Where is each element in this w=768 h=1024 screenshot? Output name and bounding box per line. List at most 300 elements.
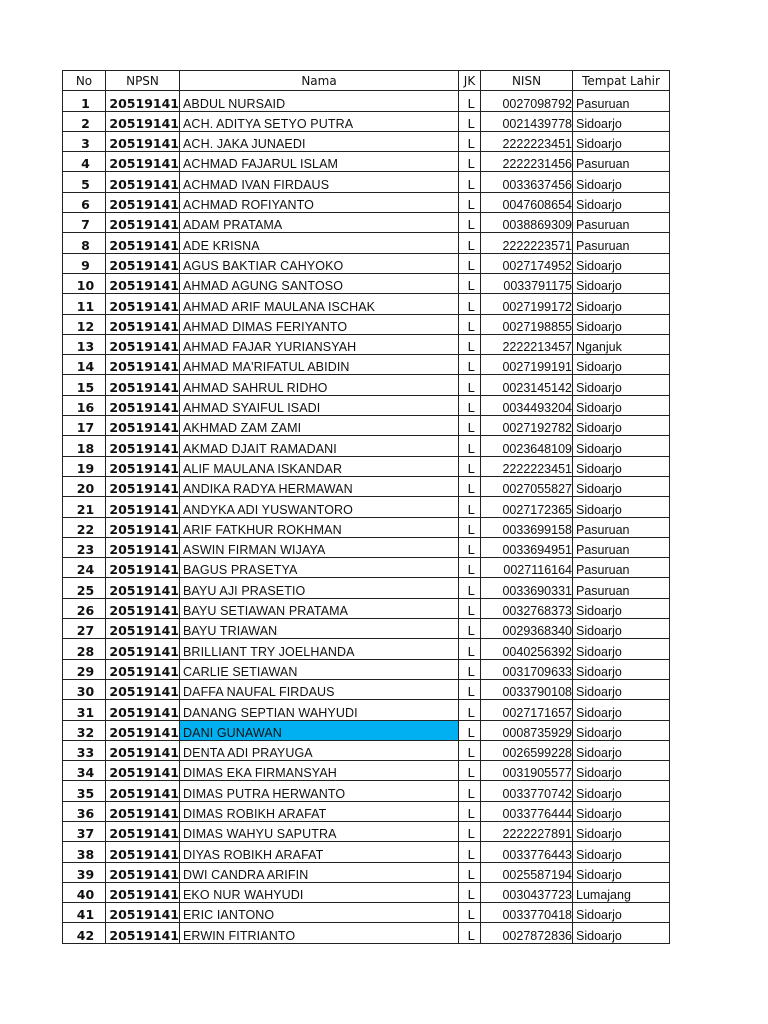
cell-nama[interactable]: ARIF FATKHUR ROKHMAN — [180, 517, 459, 537]
cell-npsn[interactable]: 20519141 — [106, 619, 180, 639]
cell-nisn[interactable]: 0047608654 — [481, 192, 573, 212]
cell-nisn[interactable]: 0025587194 — [481, 862, 573, 882]
cell-nisn[interactable]: 0027116164 — [481, 558, 573, 578]
cell-nama[interactable]: ABDUL NURSAID — [180, 91, 459, 111]
cell-nisn[interactable]: 0034493204 — [481, 395, 573, 415]
cell-no[interactable]: 39 — [63, 862, 106, 882]
cell-nama[interactable]: DAFFA NAUFAL FIRDAUS — [180, 679, 459, 699]
table-row — [63, 233, 670, 253]
cell-npsn[interactable]: 20519141 — [106, 172, 180, 192]
cell-no[interactable]: 23 — [63, 537, 106, 557]
cell-jk[interactable]: L — [459, 152, 481, 172]
cell-nama[interactable]: ACH. ADITYA SETYO PUTRA — [180, 111, 459, 131]
table-row — [63, 314, 670, 334]
table-row — [63, 801, 670, 821]
cell-nisn[interactable]: 0027174952 — [481, 253, 573, 273]
cell-tempat-lahir[interactable]: Pasuruan — [573, 213, 670, 233]
cell-npsn[interactable]: 20519141 — [106, 923, 180, 943]
header-row — [63, 71, 670, 91]
cell-nama[interactable]: AHMAD FAJAR YURIANSYAH — [180, 334, 459, 354]
cell-jk[interactable]: L — [459, 923, 481, 943]
table-row — [63, 537, 670, 557]
cell-jk[interactable]: L — [459, 537, 481, 557]
cell-tempat-lahir[interactable]: Sidoarjo — [573, 801, 670, 821]
cell-npsn[interactable]: 20519141 — [106, 314, 180, 334]
cell-jk[interactable]: L — [459, 720, 481, 740]
cell-npsn[interactable]: 20519141 — [106, 882, 180, 902]
cell-tempat-lahir[interactable]: Pasuruan — [573, 558, 670, 578]
table-row — [63, 334, 670, 354]
cell-no[interactable]: 12 — [63, 314, 106, 334]
cell-nama[interactable]: DENTA ADI PRAYUGA — [180, 740, 459, 760]
cell-nama[interactable]: AGUS BAKTIAR CAHYOKO — [180, 253, 459, 273]
table-row — [63, 375, 670, 395]
header-jk: JK — [459, 71, 481, 91]
cell-jk[interactable]: L — [459, 578, 481, 598]
cell-nisn[interactable]: 0033690331 — [481, 578, 573, 598]
cell-nisn[interactable]: 2222231456 — [481, 152, 573, 172]
cell-no[interactable]: 4 — [63, 152, 106, 172]
cell-nisn[interactable]: 0033776443 — [481, 842, 573, 862]
table-row — [63, 882, 670, 902]
cell-no[interactable]: 11 — [63, 294, 106, 314]
cell-jk[interactable]: L — [459, 761, 481, 781]
cell-tempat-lahir[interactable]: Sidoarjo — [573, 639, 670, 659]
header-nisn: NISN — [481, 71, 573, 91]
cell-npsn[interactable]: 20519141 — [106, 578, 180, 598]
table-row — [63, 152, 670, 172]
cell-jk[interactable]: L — [459, 639, 481, 659]
header-npsn: NPSN — [106, 71, 180, 91]
cell-jk[interactable]: L — [459, 172, 481, 192]
table-row — [63, 720, 670, 740]
cell-nisn[interactable]: 0027872836 — [481, 923, 573, 943]
cell-no[interactable]: 38 — [63, 842, 106, 862]
cell-npsn[interactable]: 20519141 — [106, 639, 180, 659]
cell-jk[interactable]: L — [459, 314, 481, 334]
cell-nisn[interactable]: 0027192782 — [481, 416, 573, 436]
cell-jk[interactable]: L — [459, 842, 481, 862]
cell-jk[interactable]: L — [459, 497, 481, 517]
cell-jk[interactable]: L — [459, 273, 481, 293]
cell-nisn[interactable]: 2222227891 — [481, 821, 573, 841]
cell-nisn[interactable]: 0023145142 — [481, 375, 573, 395]
cell-npsn[interactable]: 20519141 — [106, 801, 180, 821]
cell-npsn[interactable]: 20519141 — [106, 598, 180, 618]
cell-no[interactable]: 25 — [63, 578, 106, 598]
cell-npsn[interactable]: 20519141 — [106, 395, 180, 415]
cell-tempat-lahir[interactable]: Sidoarjo — [573, 862, 670, 882]
cell-tempat-lahir[interactable]: Sidoarjo — [573, 131, 670, 151]
cell-jk[interactable]: L — [459, 375, 481, 395]
cell-no[interactable]: 28 — [63, 639, 106, 659]
cell-tempat-lahir[interactable]: Pasuruan — [573, 517, 670, 537]
cell-tempat-lahir[interactable]: Sidoarjo — [573, 172, 670, 192]
table-row — [63, 111, 670, 131]
header-no: No — [63, 71, 106, 91]
cell-no[interactable]: 14 — [63, 355, 106, 375]
cell-jk[interactable]: L — [459, 700, 481, 720]
cell-tempat-lahir[interactable]: Sidoarjo — [573, 314, 670, 334]
cell-npsn[interactable]: 20519141 — [106, 456, 180, 476]
cell-no[interactable]: 26 — [63, 598, 106, 618]
student-table — [62, 70, 670, 944]
cell-npsn[interactable]: 20519141 — [106, 842, 180, 862]
cell-no[interactable]: 8 — [63, 233, 106, 253]
cell-jk[interactable]: L — [459, 395, 481, 415]
cell-nama[interactable]: ACHMAD IVAN FIRDAUS — [180, 172, 459, 192]
cell-no[interactable]: 10 — [63, 273, 106, 293]
cell-jk[interactable]: L — [459, 740, 481, 760]
table-row — [63, 842, 670, 862]
cell-no[interactable]: 42 — [63, 923, 106, 943]
cell-no[interactable]: 31 — [63, 700, 106, 720]
cell-tempat-lahir[interactable]: Nganjuk — [573, 334, 670, 354]
table-row — [63, 91, 670, 111]
cell-npsn[interactable]: 20519141 — [106, 558, 180, 578]
cell-tempat-lahir[interactable]: Sidoarjo — [573, 679, 670, 699]
cell-tempat-lahir[interactable]: Sidoarjo — [573, 436, 670, 456]
cell-tempat-lahir[interactable]: Pasuruan — [573, 152, 670, 172]
cell-no[interactable]: 22 — [63, 517, 106, 537]
table-row — [63, 253, 670, 273]
cell-tempat-lahir[interactable]: Sidoarjo — [573, 700, 670, 720]
cell-npsn[interactable]: 20519141 — [106, 903, 180, 923]
cell-nama[interactable]: DIMAS ROBIKH ARAFAT — [180, 801, 459, 821]
cell-jk[interactable]: L — [459, 619, 481, 639]
cell-nama[interactable]: ANDIKA RADYA HERMAWAN — [180, 476, 459, 496]
cell-no[interactable]: 27 — [63, 619, 106, 639]
cell-nama[interactable]: AKMAD DJAIT RAMADANI — [180, 436, 459, 456]
cell-no[interactable]: 36 — [63, 801, 106, 821]
cell-no[interactable]: 9 — [63, 253, 106, 273]
cell-nama[interactable]: ADAM PRATAMA — [180, 213, 459, 233]
cell-npsn[interactable]: 20519141 — [106, 720, 180, 740]
cell-jk[interactable]: L — [459, 801, 481, 821]
cell-npsn[interactable]: 20519141 — [106, 537, 180, 557]
cell-jk[interactable]: L — [459, 436, 481, 456]
cell-nisn[interactable]: 0008735929 — [481, 720, 573, 740]
cell-npsn[interactable]: 20519141 — [106, 233, 180, 253]
cell-no[interactable]: 3 — [63, 131, 106, 151]
cell-no[interactable]: 7 — [63, 213, 106, 233]
cell-nisn[interactable]: 0033770418 — [481, 903, 573, 923]
cell-npsn[interactable]: 20519141 — [106, 192, 180, 212]
cell-no[interactable]: 6 — [63, 192, 106, 212]
cell-tempat-lahir[interactable]: Sidoarjo — [573, 740, 670, 760]
cell-nisn[interactable]: 0027199172 — [481, 294, 573, 314]
cell-npsn[interactable]: 20519141 — [106, 679, 180, 699]
cell-nisn[interactable]: 2222223451 — [481, 456, 573, 476]
cell-jk[interactable]: L — [459, 903, 481, 923]
cell-tempat-lahir[interactable]: Sidoarjo — [573, 273, 670, 293]
cell-nama[interactable]: AHMAD ARIF MAULANA ISCHAK — [180, 294, 459, 314]
cell-jk[interactable]: L — [459, 294, 481, 314]
table-row — [63, 821, 670, 841]
cell-tempat-lahir[interactable]: Sidoarjo — [573, 761, 670, 781]
cell-tempat-lahir[interactable]: Sidoarjo — [573, 476, 670, 496]
table-row — [63, 273, 670, 293]
cell-nisn[interactable]: 0033790108 — [481, 679, 573, 699]
cell-no[interactable]: 18 — [63, 436, 106, 456]
cell-nisn[interactable]: 2222213457 — [481, 334, 573, 354]
table-row — [63, 355, 670, 375]
cell-npsn[interactable]: 20519141 — [106, 91, 180, 111]
table-row — [63, 395, 670, 415]
cell-tempat-lahir[interactable]: Pasuruan — [573, 578, 670, 598]
cell-npsn[interactable]: 20519141 — [106, 781, 180, 801]
table-header — [63, 71, 670, 91]
cell-jk[interactable]: L — [459, 131, 481, 151]
cell-nisn[interactable]: 0033770742 — [481, 781, 573, 801]
cell-npsn[interactable]: 20519141 — [106, 111, 180, 131]
cell-npsn[interactable]: 20519141 — [106, 334, 180, 354]
table-row — [63, 903, 670, 923]
table-row — [63, 781, 670, 801]
cell-nisn[interactable]: 0033776444 — [481, 801, 573, 821]
cell-nama[interactable]: DIMAS WAHYU SAPUTRA — [180, 821, 459, 841]
table-row — [63, 619, 670, 639]
table-row — [63, 578, 670, 598]
header-nama: Nama — [180, 71, 459, 91]
cell-npsn[interactable]: 20519141 — [106, 761, 180, 781]
cell-npsn[interactable]: 20519141 — [106, 416, 180, 436]
cell-no[interactable]: 13 — [63, 334, 106, 354]
cell-nisn[interactable]: 0033699158 — [481, 517, 573, 537]
cell-nama[interactable]: DWI CANDRA ARIFIN — [180, 862, 459, 882]
cell-tempat-lahir[interactable]: Sidoarjo — [573, 375, 670, 395]
cell-tempat-lahir[interactable]: Sidoarjo — [573, 903, 670, 923]
cell-nama[interactable]: CARLIE SETIAWAN — [180, 659, 459, 679]
cell-nisn[interactable]: 0032768373 — [481, 598, 573, 618]
cell-tempat-lahir[interactable]: Sidoarjo — [573, 355, 670, 375]
cell-nisn[interactable]: 0023648109 — [481, 436, 573, 456]
cell-no[interactable]: 5 — [63, 172, 106, 192]
cell-jk[interactable]: L — [459, 821, 481, 841]
cell-jk[interactable]: L — [459, 558, 481, 578]
cell-nama[interactable]: ERWIN FITRIANTO — [180, 923, 459, 943]
cell-tempat-lahir[interactable]: Sidoarjo — [573, 842, 670, 862]
cell-nisn[interactable]: 0026599228 — [481, 740, 573, 760]
cell-nama[interactable]: ALIF MAULANA ISKANDAR — [180, 456, 459, 476]
cell-jk[interactable]: L — [459, 862, 481, 882]
cell-nama[interactable]: ACHMAD ROFIYANTO — [180, 192, 459, 212]
cell-tempat-lahir[interactable]: Sidoarjo — [573, 456, 670, 476]
cell-jk[interactable]: L — [459, 213, 481, 233]
table-row — [63, 456, 670, 476]
table-body — [63, 91, 670, 943]
cell-nama[interactable]: ERIC IANTONO — [180, 903, 459, 923]
cell-tempat-lahir[interactable]: Sidoarjo — [573, 923, 670, 943]
cell-jk[interactable]: L — [459, 253, 481, 273]
cell-nama[interactable]: AHMAD SYAIFUL ISADI — [180, 395, 459, 415]
cell-npsn[interactable]: 20519141 — [106, 294, 180, 314]
cell-nisn[interactable]: 0033791175 — [481, 273, 573, 293]
table-row — [63, 923, 670, 943]
cell-jk[interactable]: L — [459, 679, 481, 699]
table-row — [63, 761, 670, 781]
cell-nisn[interactable]: 0027172365 — [481, 497, 573, 517]
cell-npsn[interactable]: 20519141 — [106, 476, 180, 496]
cell-nama[interactable]: ACH. JAKA JUNAEDI — [180, 131, 459, 151]
cell-no[interactable]: 29 — [63, 659, 106, 679]
cell-no[interactable]: 21 — [63, 497, 106, 517]
table-row — [63, 740, 670, 760]
table-row — [63, 517, 670, 537]
cell-tempat-lahir[interactable]: Sidoarjo — [573, 253, 670, 273]
cell-jk[interactable]: L — [459, 781, 481, 801]
cell-tempat-lahir[interactable]: Pasuruan — [573, 233, 670, 253]
cell-no[interactable]: 32 — [63, 720, 106, 740]
table-row — [63, 213, 670, 233]
cell-nisn[interactable]: 0033694951 — [481, 537, 573, 557]
table-row — [63, 192, 670, 212]
cell-nisn[interactable]: 0027171657 — [481, 700, 573, 720]
cell-nisn[interactable]: 0030437723 — [481, 882, 573, 902]
cell-tempat-lahir[interactable]: Sidoarjo — [573, 416, 670, 436]
cell-no[interactable]: 37 — [63, 821, 106, 841]
cell-jk[interactable]: L — [459, 659, 481, 679]
table-row — [63, 598, 670, 618]
cell-nisn[interactable]: 0040256392 — [481, 639, 573, 659]
cell-nisn[interactable]: 0029368340 — [481, 619, 573, 639]
cell-jk[interactable]: L — [459, 192, 481, 212]
cell-nisn[interactable]: 2222223571 — [481, 233, 573, 253]
cell-nisn[interactable]: 0033637456 — [481, 172, 573, 192]
cell-no[interactable]: 15 — [63, 375, 106, 395]
table-row — [63, 558, 670, 578]
cell-jk[interactable]: L — [459, 334, 481, 354]
cell-npsn[interactable]: 20519141 — [106, 862, 180, 882]
cell-npsn[interactable]: 20519141 — [106, 253, 180, 273]
cell-nama[interactable]: ADE KRISNA — [180, 233, 459, 253]
cell-jk[interactable]: L — [459, 456, 481, 476]
cell-nama[interactable]: AHMAD AGUNG SANTOSO — [180, 273, 459, 293]
cell-jk[interactable]: L — [459, 233, 481, 253]
cell-nama[interactable]: ANDYKA ADI YUSWANTORO — [180, 497, 459, 517]
cell-npsn[interactable]: 20519141 — [106, 700, 180, 720]
cell-no[interactable]: 1 — [63, 91, 106, 111]
cell-tempat-lahir[interactable]: Sidoarjo — [573, 598, 670, 618]
table-row — [63, 639, 670, 659]
cell-no[interactable]: 2 — [63, 111, 106, 131]
cell-tempat-lahir[interactable]: Sidoarjo — [573, 781, 670, 801]
cell-jk[interactable]: L — [459, 882, 481, 902]
table-row — [63, 172, 670, 192]
cell-no[interactable]: 17 — [63, 416, 106, 436]
table-row — [63, 497, 670, 517]
cell-tempat-lahir[interactable]: Sidoarjo — [573, 619, 670, 639]
cell-nama[interactable]: ASWIN FIRMAN WIJAYA — [180, 537, 459, 557]
cell-jk[interactable]: L — [459, 517, 481, 537]
cell-nisn[interactable]: 0021439778 — [481, 111, 573, 131]
table-row — [63, 416, 670, 436]
cell-tempat-lahir[interactable]: Sidoarjo — [573, 659, 670, 679]
cell-no[interactable]: 20 — [63, 476, 106, 496]
cell-no[interactable]: 19 — [63, 456, 106, 476]
cell-nama[interactable]: BAYU TRIAWAN — [180, 619, 459, 639]
table-row — [63, 294, 670, 314]
cell-tempat-lahir[interactable]: Sidoarjo — [573, 192, 670, 212]
cell-npsn[interactable]: 20519141 — [106, 740, 180, 760]
cell-nisn[interactable]: 0031905577 — [481, 761, 573, 781]
cell-npsn[interactable]: 20519141 — [106, 436, 180, 456]
table-row — [63, 131, 670, 151]
cell-nama[interactable]: BAYU SETIAWAN PRATAMA — [180, 598, 459, 618]
cell-no[interactable]: 16 — [63, 395, 106, 415]
cell-npsn[interactable]: 20519141 — [106, 273, 180, 293]
table-row — [63, 659, 670, 679]
cell-nisn[interactable]: 2222223451 — [481, 131, 573, 151]
cell-no[interactable]: 24 — [63, 558, 106, 578]
cell-nisn[interactable]: 0031709633 — [481, 659, 573, 679]
cell-jk[interactable]: L — [459, 476, 481, 496]
cell-tempat-lahir[interactable]: Pasuruan — [573, 537, 670, 557]
cell-nama[interactable]: DIMAS PUTRA HERWANTO — [180, 781, 459, 801]
cell-nama[interactable]: AHMAD DIMAS FERIYANTO — [180, 314, 459, 334]
table-row — [63, 679, 670, 699]
cell-npsn[interactable]: 20519141 — [106, 131, 180, 151]
cell-nisn[interactable]: 0027198855 — [481, 314, 573, 334]
cell-jk[interactable]: L — [459, 111, 481, 131]
cell-nama[interactable]: BAYU AJI PRASETIO — [180, 578, 459, 598]
cell-npsn[interactable]: 20519141 — [106, 152, 180, 172]
cell-no[interactable]: 41 — [63, 903, 106, 923]
cell-jk[interactable]: L — [459, 598, 481, 618]
cell-nama[interactable]: DIYAS ROBIKH ARAFAT — [180, 842, 459, 862]
cell-nisn[interactable]: 0027098792 — [481, 91, 573, 111]
cell-no[interactable]: 34 — [63, 761, 106, 781]
cell-nama[interactable]: AHMAD SAHRUL RIDHO — [180, 375, 459, 395]
cell-npsn[interactable]: 20519141 — [106, 355, 180, 375]
cell-jk[interactable]: L — [459, 91, 481, 111]
cell-no[interactable]: 40 — [63, 882, 106, 902]
cell-no[interactable]: 33 — [63, 740, 106, 760]
cell-nama[interactable]: AKHMAD ZAM ZAMI — [180, 416, 459, 436]
cell-nama[interactable]: AHMAD MA'RIFATUL ABIDIN — [180, 355, 459, 375]
cell-nama[interactable]: BAGUS PRASETYA — [180, 558, 459, 578]
cell-tempat-lahir[interactable]: Pasuruan — [573, 91, 670, 111]
cell-nama[interactable]: ACHMAD FAJARUL ISLAM — [180, 152, 459, 172]
cell-nama[interactable]: DIMAS EKA FIRMANSYAH — [180, 761, 459, 781]
cell-nama[interactable]: DANI GUNAWAN — [180, 720, 459, 740]
cell-nisn[interactable]: 0027199191 — [481, 355, 573, 375]
cell-nama[interactable]: EKO NUR WAHYUDI — [180, 882, 459, 902]
cell-nama[interactable]: BRILLIANT TRY JOELHANDA — [180, 639, 459, 659]
cell-tempat-lahir[interactable]: Sidoarjo — [573, 821, 670, 841]
cell-tempat-lahir[interactable]: Sidoarjo — [573, 395, 670, 415]
cell-npsn[interactable]: 20519141 — [106, 375, 180, 395]
cell-no[interactable]: 35 — [63, 781, 106, 801]
cell-tempat-lahir[interactable]: Lumajang — [573, 882, 670, 902]
cell-jk[interactable]: L — [459, 355, 481, 375]
cell-nisn[interactable]: 0027055827 — [481, 476, 573, 496]
cell-npsn[interactable]: 20519141 — [106, 213, 180, 233]
cell-no[interactable]: 30 — [63, 679, 106, 699]
cell-tempat-lahir[interactable]: Sidoarjo — [573, 111, 670, 131]
cell-tempat-lahir[interactable]: Sidoarjo — [573, 294, 670, 314]
cell-npsn[interactable]: 20519141 — [106, 517, 180, 537]
cell-npsn[interactable]: 20519141 — [106, 497, 180, 517]
cell-nisn[interactable]: 0038869309 — [481, 213, 573, 233]
cell-tempat-lahir[interactable]: Sidoarjo — [573, 720, 670, 740]
header-tempat-lahir: Tempat Lahir — [573, 71, 670, 91]
cell-npsn[interactable]: 20519141 — [106, 659, 180, 679]
cell-npsn[interactable]: 20519141 — [106, 821, 180, 841]
cell-jk[interactable]: L — [459, 416, 481, 436]
cell-tempat-lahir[interactable]: Sidoarjo — [573, 497, 670, 517]
cell-nama[interactable]: DANANG SEPTIAN WAHYUDI — [180, 700, 459, 720]
